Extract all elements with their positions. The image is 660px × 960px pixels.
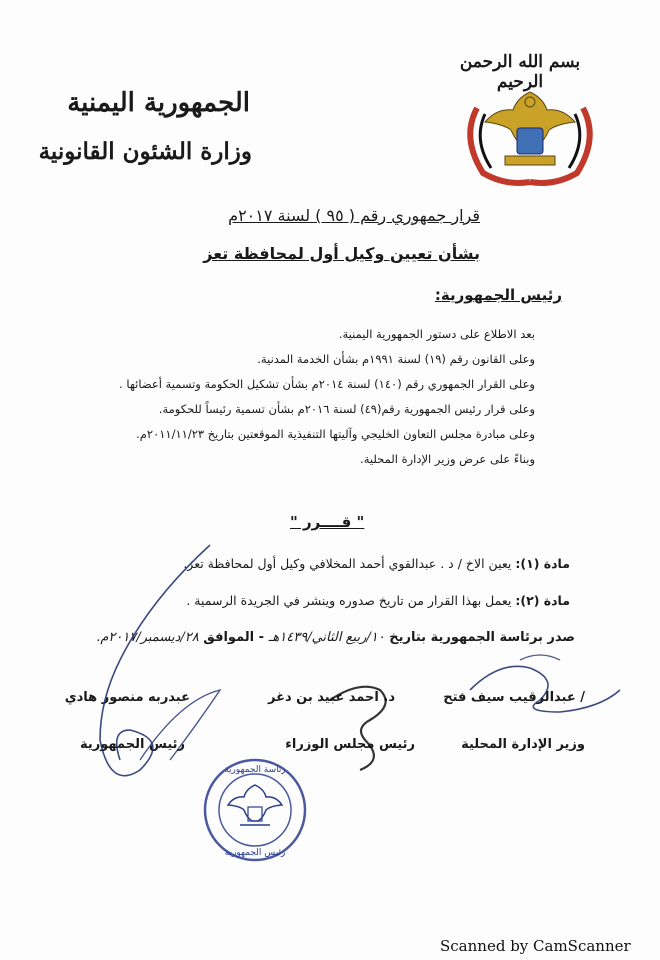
article-number: مادة (١):	[515, 556, 570, 571]
decree-subject: بشأن تعيين وكيل أول لمحافظة تعز	[203, 244, 480, 263]
article-1	[183, 556, 570, 571]
clause-line: بعد الاطلاع على دستور الجمهورية اليمنية.	[338, 327, 535, 341]
issued-middle: - الموافق	[203, 630, 265, 645]
ministry-heading: وزارة الشئون القانونية	[38, 138, 252, 165]
scanner-watermark: Scanned by CamScanner	[440, 937, 631, 955]
issued-hijri-date: ١٠/ربيع الثاني/١٤٣٩هـ	[268, 630, 385, 645]
seal-bottom-text: رئيس الجمهورية	[224, 848, 286, 858]
seal-top-text: رئاسة الجمهورية	[224, 765, 286, 775]
republic-heading: الجمهورية اليمنية	[67, 88, 250, 118]
decided-heading: " قــــرر "	[290, 513, 365, 531]
decree-title: قرار جمهوري رقم ( ٩٥ ) لسنة ٢٠١٧م	[228, 206, 480, 225]
basmala-heading: بسم الله الرحمن الرحيم	[459, 52, 581, 92]
president-label: رئيس الجمهورية:	[434, 286, 562, 304]
clause-line: وعلى قرار رئيس الجمهورية رقم(٤٩) لسنة ٢٠١٦م بشأن تسمية رئيساً للحكومة.	[158, 402, 535, 416]
article-text: يعين الاخ / د . عبدالقوي أحمد المخلافي وكيل أول لمحافظة تعز.	[183, 556, 512, 571]
signatory-title-local-admin: وزير الإدارة المحلية	[461, 737, 585, 752]
issued-prefix: صدر برئاسة الجمهورية بتاريخ	[389, 630, 575, 645]
article-number: مادة (٢):	[515, 593, 570, 608]
signatory-name-prime-minister: د. احمد عبيد بن دغر	[268, 690, 395, 705]
preamble-clauses	[115, 322, 535, 472]
issued-line	[96, 630, 575, 645]
article-2	[186, 593, 570, 608]
signatory-title-prime-minister: رئيس مجلس الوزراء	[285, 737, 415, 752]
signatory-title-president: رئيس الجمهورية	[80, 737, 185, 752]
issued-gregorian-date: ٢٨/ديسمبر/٢٠١٧م.	[96, 630, 199, 645]
clause-line: وبناءً على عرض وزير الإدارة المحلية.	[360, 452, 535, 466]
signatory-name-president: عبدربه منصور هادي	[64, 690, 190, 705]
minister-signature-stroke	[520, 655, 560, 660]
presidential-seal-icon	[200, 755, 310, 865]
yemen-emblem-icon	[455, 78, 605, 188]
clause-line: وعلى القانون رقم (١٩) لسنة ١٩٩١م بشأن الخدمة المدنية.	[257, 352, 535, 366]
signatory-name-local-admin: / عبدالرقيب سيف فتح	[443, 690, 585, 705]
clause-line: وعلى مبادرة مجلس التعاون الخليجي وآليتها التنفيذية الموقعتين بتاريخ ٢٠١١/١١/٢٣م.	[136, 427, 535, 441]
clause-line: وعلى القرار الجمهوري رقم (١٤٠) لسنة ٢٠١٤م بشأن تشكيل الحكومة وتسمية أعضائها .	[119, 377, 535, 391]
article-text: يعمل بهذا القرار من تاريخ صدوره وينشر في الجريدة الرسمية .	[186, 593, 512, 608]
